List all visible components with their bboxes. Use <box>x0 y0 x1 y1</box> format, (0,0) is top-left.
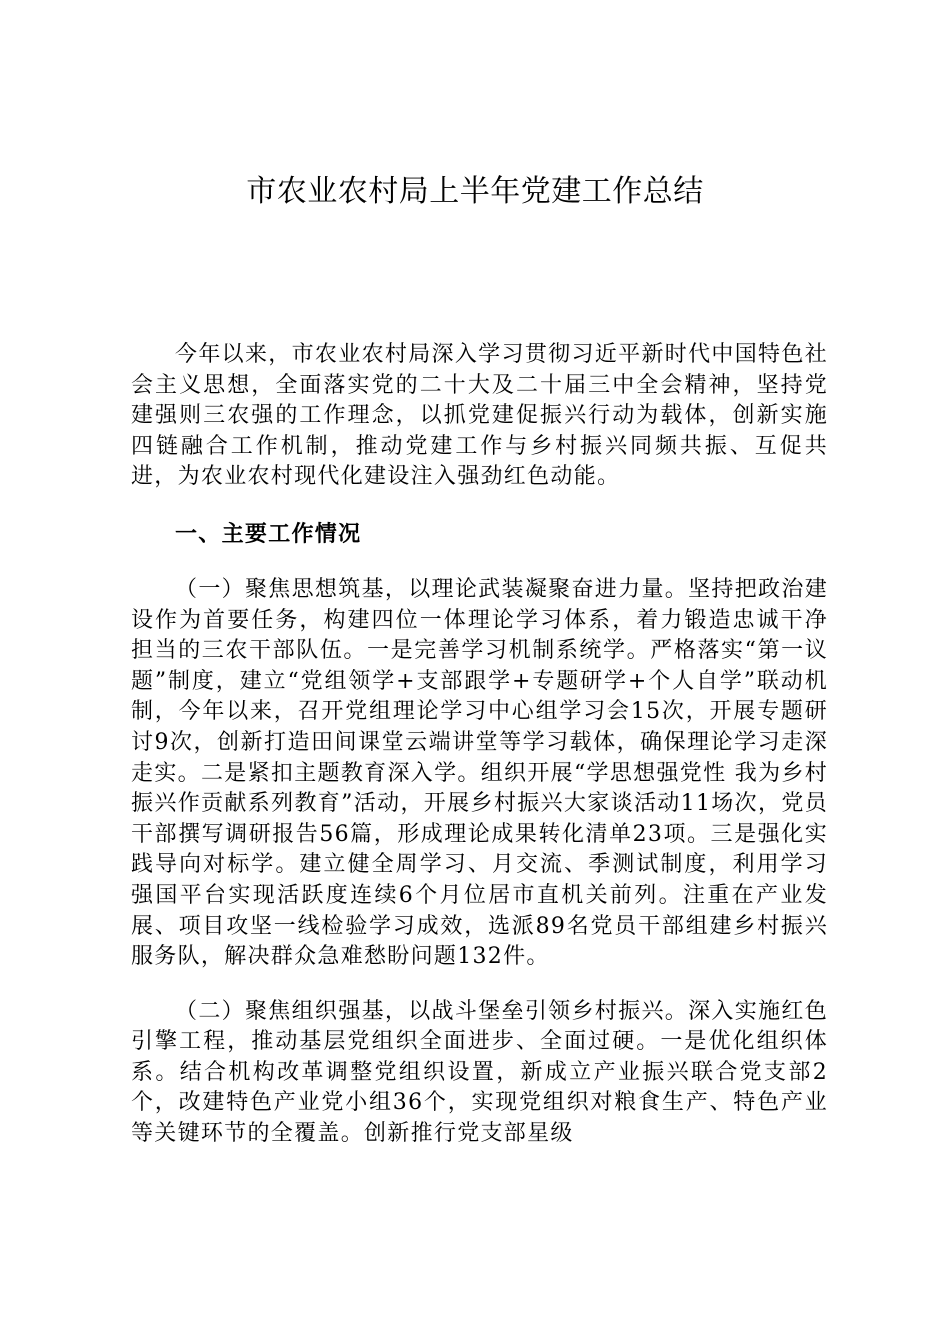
body-paragraph: （二）聚焦组织强基，以战斗堡垒引领乡村振兴。深入实施红色引擎工程，推动基层党组织全面进步、全面过硬。一是优化组织体系。结合机构改革调整党组织设置，新成立产业振兴联合党支部2个，改建特色产业党小组36个，实现党组织对粮食生产、特色产业等关键环节的全覆盖。创新推行党支部星级 <box>131 998 828 1147</box>
document-title: 市农业农村局上半年党建工作总结 <box>246 174 704 209</box>
document-body <box>131 340 828 1150</box>
body-paragraph: （一）聚焦思想筑基，以理论武装凝聚奋进力量。坚持把政治建设作为首要任务，构建四位一体理论学习体系，着力锻造忠诚干净担当的三农干部队伍。一是完善学习机制系统学。严格落实“第一议题”制度，建立“党组领学+支部跟学+专题研学+个人自学”联动机制，今年以来，召开党组理论学习中心组学习会15次，开展专题研讨9次，创新打造田间课堂云端讲堂等学习载体，确保理论学习走深走实。二是紧扣主题教育深入学。组织开展“学思想强党性 我为乡村振兴作贡献系列教育”活动，开展乡村振兴大家谈活动11场次，党员干部撰写调研报告56篇，形成理论成果转化清单23项。三是强化实践导向对标学。建立健全周学习、月交流、季测试制度，利用学习强国平台实现活跃度连续6个月位居市直机关前列。注重在产业发展、项目攻坚一线检验学习成效，选派89名党员干部组建乡村振兴服务队，解决群众急难愁盼问题132件。 <box>131 576 828 970</box>
section-heading: 一、主要工作情况 <box>175 520 362 547</box>
intro-paragraph: 今年以来，市农业农村局深入学习贯彻习近平新时代中国特色社会主义思想，全面落实党的二十大及二十届三中全会精神，坚持党建强则三农强的工作理念，以抓党建促振兴行动为载体，创新实施四链融合工作机制，推动党建工作与乡村振兴同频共振、互促共进，为农业农村现代化建设注入强劲红色动能。 <box>131 342 828 490</box>
